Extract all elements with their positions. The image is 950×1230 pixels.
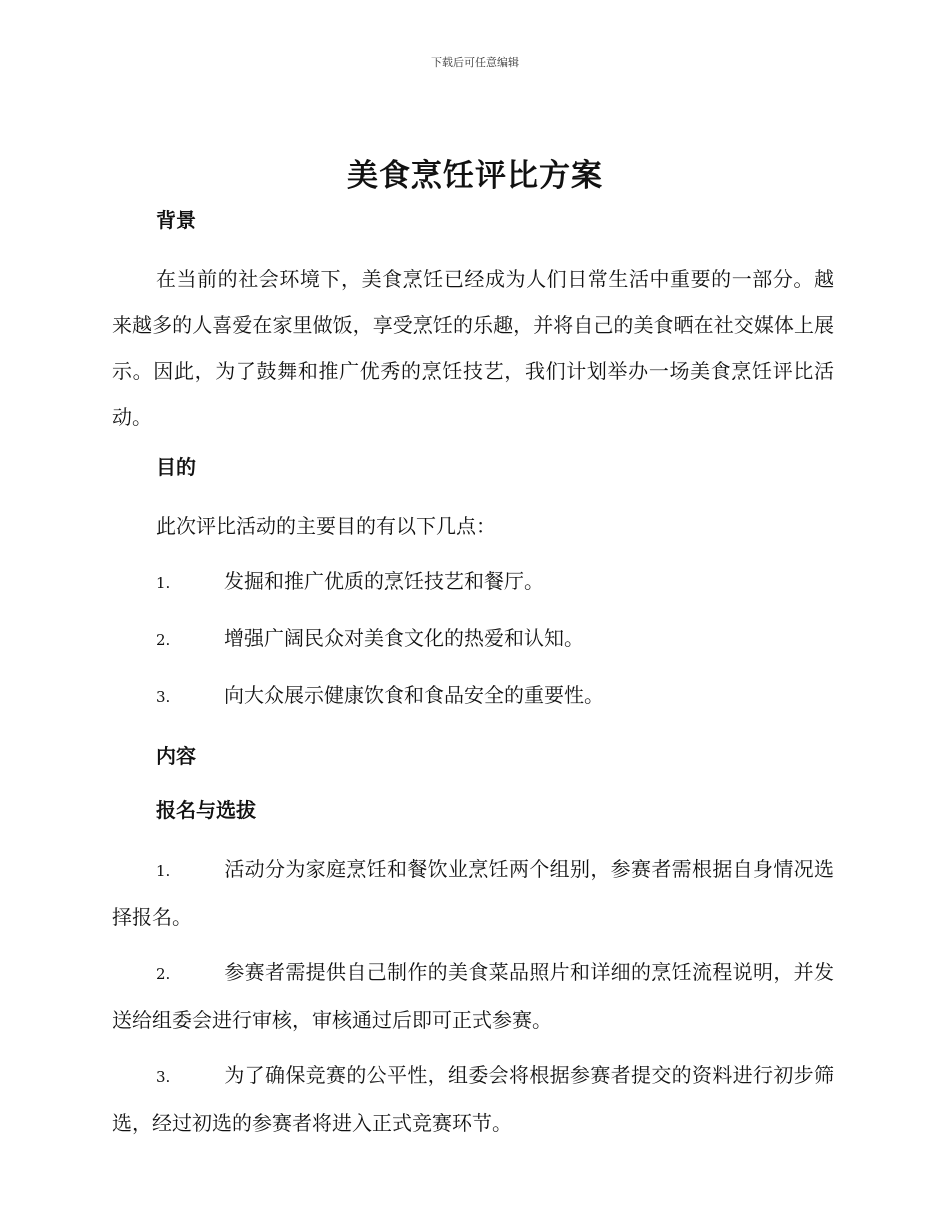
list-item-text: 向大众展示健康饮食和食品安全的重要性。 — [224, 683, 604, 707]
section-heading-background: 背景 — [156, 208, 196, 232]
purpose-list-item — [112, 672, 834, 720]
list-item-text: 活动分为家庭烹饪和餐饮业烹饪两个组别，参赛者需根据自身情况选择报名。 — [112, 857, 834, 929]
purpose-list-item — [112, 615, 834, 663]
list-item-text: 发掘和推广优质的烹饪技艺和餐厅。 — [224, 569, 544, 593]
list-number: 3. — [156, 1068, 171, 1086]
purpose-intro: 此次评比活动的主要目的有以下几点： — [156, 514, 496, 538]
list-item-text: 参赛者需提供自己制作的美食菜品照片和详细的烹饪流程说明，并发送给组委会进行审核，审核通过后即可正式参赛。 — [112, 960, 834, 1032]
list-number: 1. — [156, 574, 171, 592]
document-title: 美食烹饪评比方案 — [347, 158, 603, 194]
registration-list-item — [112, 1052, 834, 1146]
list-number: 2. — [156, 631, 171, 649]
background-paragraph: 在当前的社会环境下，美食烹饪已经成为人们日常生活中重要的一部分。越来越多的人喜爱在家里做饭，享受烹饪的乐趣，并将自己的美食晒在社交媒体上展示。因此，为了鼓舞和推广优秀的烹饪技艺，我们计划举办一场美食烹饪评比活动。 — [112, 267, 834, 429]
list-number: 2. — [156, 965, 171, 983]
document-body — [112, 202, 834, 1146]
purpose-list-item — [112, 558, 834, 606]
page-header-note: 下载后可任意编辑 — [431, 56, 519, 69]
registration-list-item — [112, 949, 834, 1043]
list-number: 3. — [156, 688, 171, 706]
list-number: 1. — [156, 862, 171, 880]
registration-list-item — [112, 846, 834, 940]
section-heading-content: 内容 — [156, 744, 196, 768]
subsection-heading-registration: 报名与选拔 — [156, 798, 256, 822]
section-heading-purpose: 目的 — [156, 455, 196, 479]
list-item-text: 为了确保竞赛的公平性，组委会将根据参赛者提交的资料进行初步筛选，经过初选的参赛者将进入正式竞赛环节。 — [112, 1063, 834, 1135]
list-item-text: 增强广阔民众对美食文化的热爱和认知。 — [224, 626, 584, 650]
